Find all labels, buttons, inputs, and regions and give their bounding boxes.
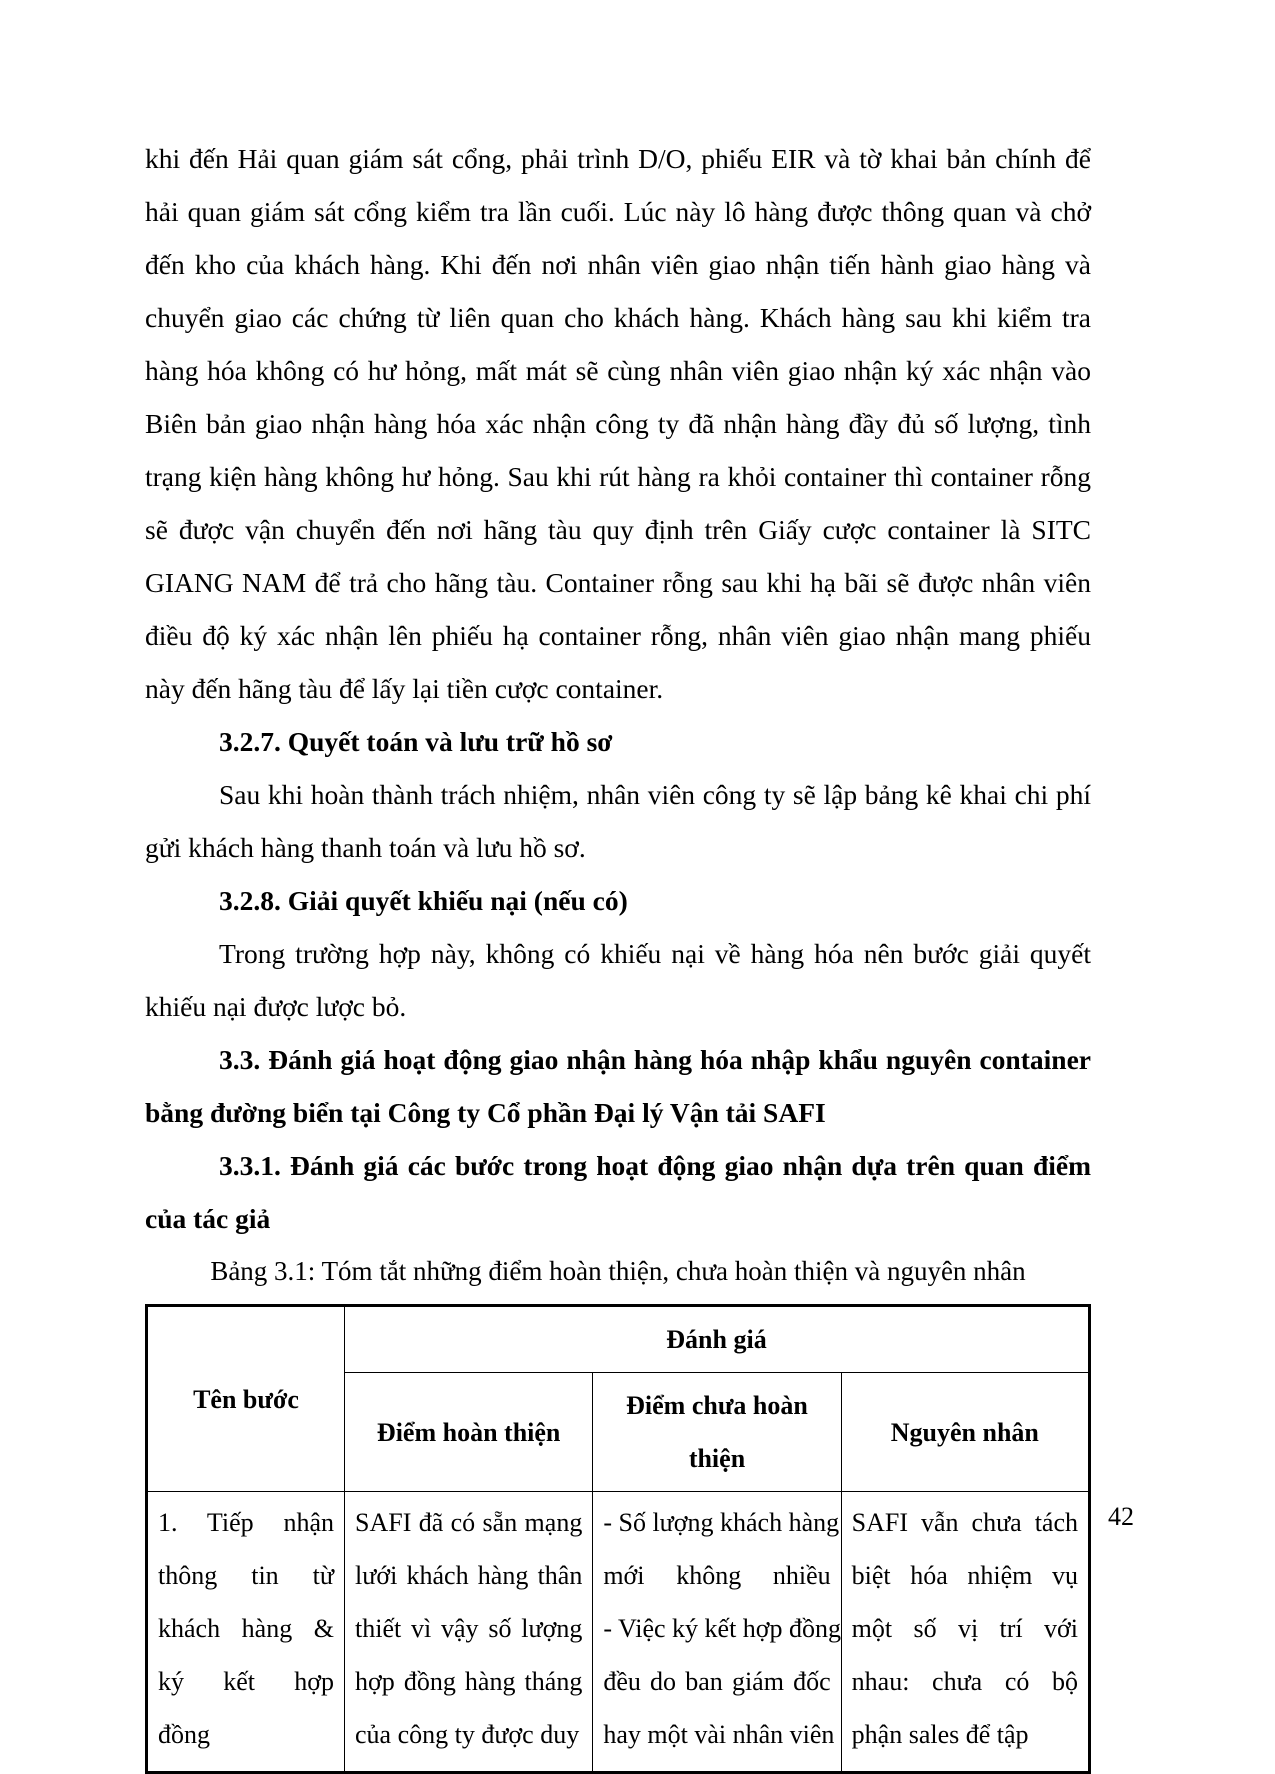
cell-line: phận sales để tập [851,1720,1029,1749]
heading-3-2-7: 3.2.7. Quyết toán và lưu trữ hồ sơ [219,726,613,757]
column-header-nguyen-nhan: Nguyên nhân [841,1373,1089,1492]
cell-line: đồng [158,1720,210,1749]
cell-line: một số vị trí với [851,1614,1078,1643]
heading-3-3-1: 3.3.1. Đánh giá các bước trong hoạt động giao nhận dựa trên quan điểm của tác giả [145,1150,1091,1234]
cell-line: thông tin từ [158,1561,334,1590]
cell-line: của công ty được duy [355,1720,580,1749]
cell-line: - Số lượng khách hàng [603,1508,840,1537]
cell-line: hay một vài nhân viên [603,1720,835,1749]
cell-line: nhau: chưa có bộ [851,1667,1078,1696]
table-body [147,1492,1090,1773]
cell-diem-hoan-thien [345,1492,593,1773]
cell-line: - Việc ký kết hợp đồng [603,1614,842,1643]
cell-line: 1. Tiếp nhận [158,1508,334,1537]
cell-line: lưới khách hàng thân [355,1561,583,1590]
cell-line: SAFI vẫn chưa tách [851,1508,1078,1537]
cell-line: ký kết hợp [158,1667,334,1696]
table-caption: Bảng 3.1: Tóm tắt những điểm hoàn thiện, chưa hoàn thiện và nguyên nhân [210,1256,1026,1286]
heading-3-3: 3.3. Đánh giá hoạt động giao nhận hàng hóa nhập khẩu nguyên container bằng đường biển tại Công ty Cổ phần Đại lý Vận tải SAFI [145,1044,1091,1128]
paragraph-continued: khi đến Hải quan giám sát cổng, phải trình D/O, phiếu EIR và tờ khai bản chính để hải quan giám sát cổng kiểm tra lần cuối. Lúc này lô hàng được thông quan và chở đến kho của khách hàng. Khi đến nơi nhân viên giao nhận tiến hành giao hàng và chuyển giao các chứng từ liên quan cho khách hàng. Khách hàng sau khi kiểm tra hàng hóa không có hư hỏng, mất mát sẽ cùng nhân viên giao nhận ký xác nhận vào Biên bản giao nhận hàng hóa xác nhận công ty đã nhận hàng đầy đủ số lượng, tình trạng kiện hàng không hư hỏng. Sau khi rút hàng ra khỏi container thì container rỗng sẽ được vận chuyển đến nơi hãng tàu quy định trên Giấy cược container là SITC GIANG NAM để trả cho hãng tàu. Container rỗng sau khi hạ bãi sẽ được nhân viên điều độ ký xác nhận lên phiếu hạ container rỗng, nhân viên giao nhận mang phiếu này đến hãng tàu để lấy lại tiền cược container. [145,143,1091,704]
heading-3-2-8: 3.2.8. Giải quyết khiếu nại (nếu có) [219,885,628,916]
cell-nguyen-nhan [841,1492,1089,1773]
evaluation-table [145,1304,1091,1774]
cell-diem-chua-hoan-thien [593,1492,841,1773]
column-header-ten-buoc: Tên bước [147,1306,345,1492]
table-row [147,1492,1090,1773]
cell-line: hợp đồng hàng tháng [355,1667,583,1696]
column-header-diem-chua-hoan-thien: Điểm chưa hoàn thiện [593,1373,841,1492]
paragraph-3-2-8: Trong trường hợp này, không có khiếu nại về hàng hóa nên bước giải quyết khiếu nại được lược bỏ. [145,938,1091,1022]
cell-line: khách hàng & [158,1614,334,1643]
page-content [145,132,1091,1774]
paragraph-3-2-7: Sau khi hoàn thành trách nhiệm, nhân viên công ty sẽ lập bảng kê khai chi phí gửi khách hàng thanh toán và lưu hồ sơ. [145,779,1091,863]
column-header-danh-gia: Đánh giá [345,1306,1090,1373]
cell-line: thiết vì vậy số lượng [355,1614,583,1643]
page-number: 42 [1108,1502,1134,1531]
cell-line: mới không nhiều [603,1561,831,1590]
cell-line: SAFI đã có sẵn mạng [355,1508,583,1537]
table-header-row-1 [147,1306,1090,1373]
table-head [147,1306,1090,1492]
cell-step-name [147,1492,345,1773]
cell-line: đều do ban giám đốc [603,1667,831,1696]
cell-line: biệt hóa nhiệm vụ [851,1561,1078,1590]
table-container [145,1304,1091,1774]
column-header-diem-hoan-thien: Điểm hoàn thiện [345,1373,593,1492]
